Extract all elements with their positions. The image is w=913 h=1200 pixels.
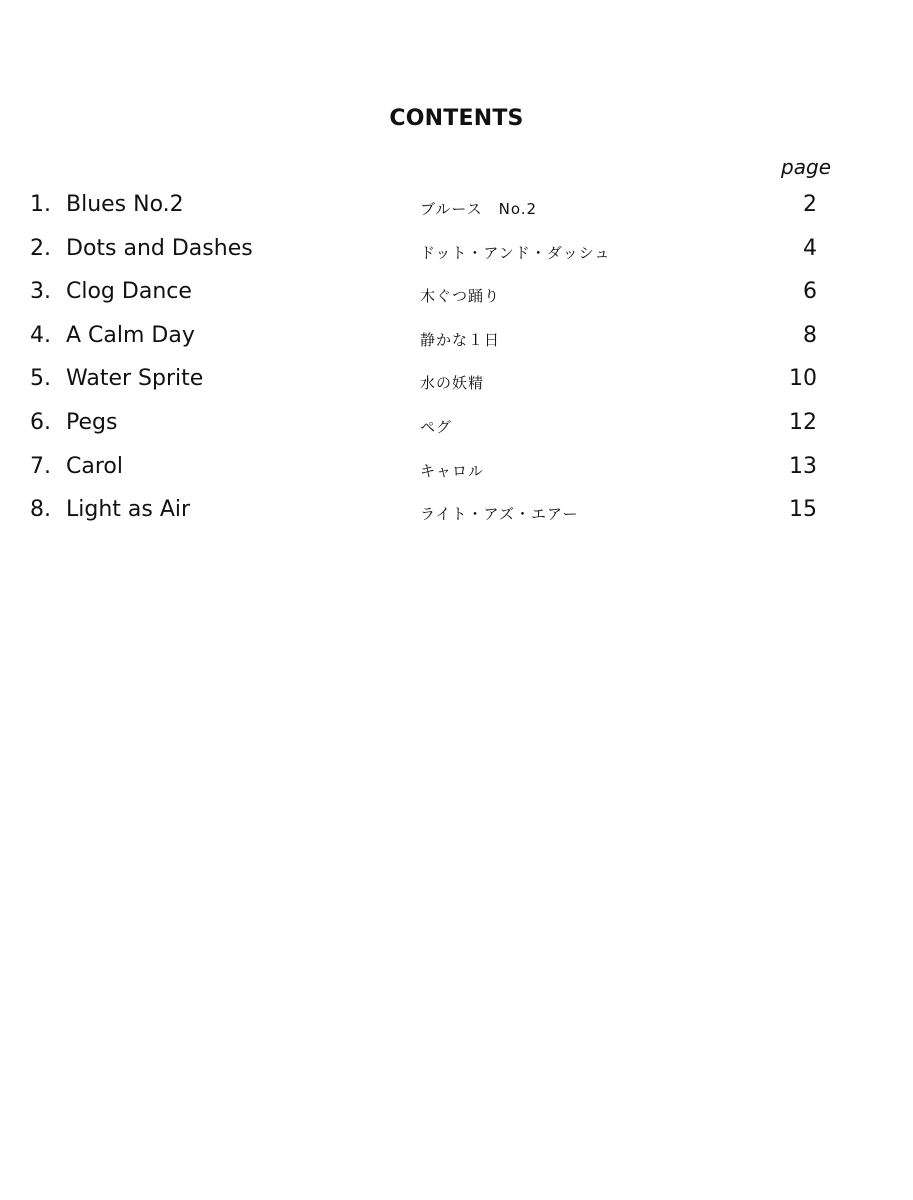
entry-number: 4. — [30, 322, 51, 348]
entry-page-number: 15 — [789, 497, 817, 523]
toc-entry[interactable] — [0, 323, 913, 367]
toc-entry[interactable] — [0, 410, 913, 454]
entry-title: Pegs — [66, 409, 118, 435]
entry-title: Water Sprite — [66, 366, 204, 392]
entry-title-japanese: ライト・アズ・エアー — [420, 505, 579, 524]
entry-title-japanese: ブルース No.2 — [420, 200, 538, 218]
entry-title-japanese: ドット・アンド・ダッシュ — [420, 243, 611, 262]
toc-entry[interactable] — [0, 366, 913, 410]
page-column-label: page — [781, 155, 831, 179]
table-of-contents — [0, 192, 913, 541]
toc-entry[interactable] — [0, 497, 913, 541]
entry-title-japanese: ペグ — [420, 417, 453, 436]
toc-entry[interactable] — [0, 279, 913, 323]
entry-title: Carol — [66, 453, 123, 479]
entry-number: 1. — [30, 192, 51, 217]
entry-title: Clog Dance — [66, 279, 192, 305]
entry-title: A Calm Day — [66, 322, 195, 348]
entry-number: 2. — [30, 235, 51, 261]
entry-number: 8. — [30, 497, 51, 523]
entry-title-japanese: 木ぐつ踊り — [420, 287, 501, 306]
toc-entry[interactable] — [0, 192, 913, 236]
entry-title: Dots and Dashes — [66, 235, 253, 261]
entry-number: 5. — [30, 366, 51, 392]
entry-number: 6. — [30, 409, 51, 435]
entry-page-number: 2 — [803, 192, 817, 217]
entry-page-number: 10 — [789, 366, 817, 392]
toc-entry[interactable] — [0, 236, 913, 280]
entry-number: 7. — [30, 453, 51, 479]
entry-title: Light as Air — [66, 497, 191, 523]
entry-title-japanese: 静かな１日 — [420, 330, 501, 349]
entry-title: Blues No.2 — [66, 192, 184, 217]
entry-number: 3. — [30, 279, 51, 305]
entry-title-japanese: 水の妖精 — [420, 374, 485, 393]
entry-page-number: 6 — [803, 279, 817, 305]
page-title: CONTENTS — [389, 106, 524, 131]
entry-title-japanese: キャロル — [420, 461, 485, 480]
entry-page-number: 12 — [789, 409, 817, 435]
toc-entry[interactable] — [0, 454, 913, 498]
entry-page-number: 4 — [803, 235, 817, 261]
entry-page-number: 13 — [789, 453, 817, 479]
entry-page-number: 8 — [803, 322, 817, 348]
